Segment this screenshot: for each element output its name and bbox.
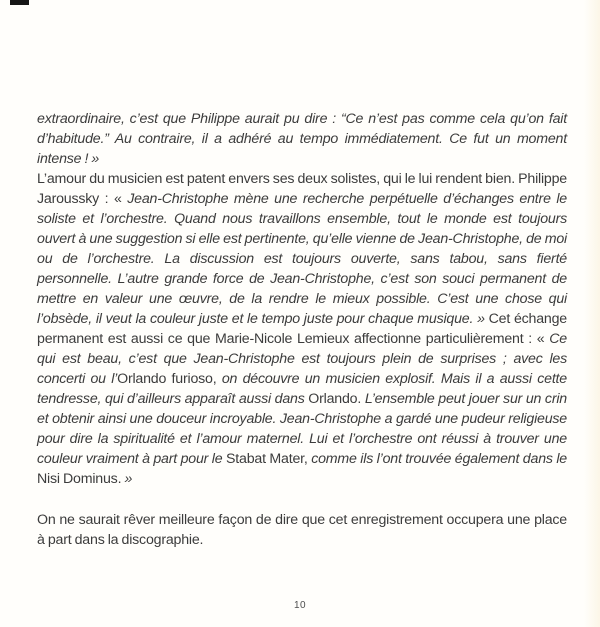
text-run: Orlando furioso,	[117, 371, 217, 387]
paragraph-quote-continuation	[37, 109, 567, 169]
text-run: Ce qui est beau, c’est que Jean-Christophe est toujours plein de surprises ; avec les concerti ou l’	[37, 331, 567, 387]
text-run: comme ils l’ont trouvée également dans le	[307, 451, 567, 467]
text-run: »	[121, 471, 133, 487]
text-run: on découvre un musicien explosif. Mais il a aussi cette tendresse, qui d’ailleurs apparaît aussi dans	[37, 371, 567, 407]
text-run: Cet échange permanent est aussi ce que Marie-Nicole Lemieux affectionne particulièrement : «	[37, 311, 567, 347]
text-run: L’amour du musicien est patent envers ses deux solistes, qui le lui rendent bien. Philippe Jaroussky : «	[37, 171, 567, 207]
text-run: extraordinaire, c’est que Philippe aurait pu dire : “Ce n’est pas comme cela qu’on fait d’habitude.” Au contraire, il a adhéré au tempo immédiatement. Ce fut un moment intense ! »	[37, 111, 567, 167]
corner-crop-mark	[10, 0, 29, 5]
text-run: Orlando.	[308, 391, 362, 407]
paragraph-main	[37, 169, 567, 489]
page-number: 10	[293, 600, 307, 611]
text-run: Nisi Dominus.	[37, 471, 122, 487]
text-run: Jean-Christophe mène une recherche perpétuelle d’échanges entre le soliste et l’orchestre. Quand nous travaillons ensemble, tout le monde est toujours ouvert à une suggestion si elle est pertinente, qu’elle vienne de Jean-Christophe, de moi ou de l’orchestre. La discussion est toujours ouverte, sans tabou, sans fierté personnelle. L’autre grande force de Jean-Christophe, c’est son souci permanent de mettre en valeur une œuvre, de la rendre le mieux possible. C’est une chose qui l’obsède, il veut la couleur juste et le tempo juste pour chaque musique. »	[37, 191, 567, 327]
text-block	[37, 109, 567, 550]
text-run: L’ensemble peut jouer sur un crin et obtenir ainsi une douceur incroyable. Jean-Christophe a gardé une pudeur religieuse pour dire la spiritualité et l’amour maternel. Lui et l’orchestre ont réussi à trouver une couleur vraiment à part pour le	[37, 391, 567, 467]
paragraph-closing	[37, 510, 567, 550]
text-run: On ne saurait rêver meilleure façon de dire que cet enregistrement occupera une place à part dans la discographie.	[37, 512, 567, 548]
text-run: Stabat Mater,	[226, 451, 308, 467]
